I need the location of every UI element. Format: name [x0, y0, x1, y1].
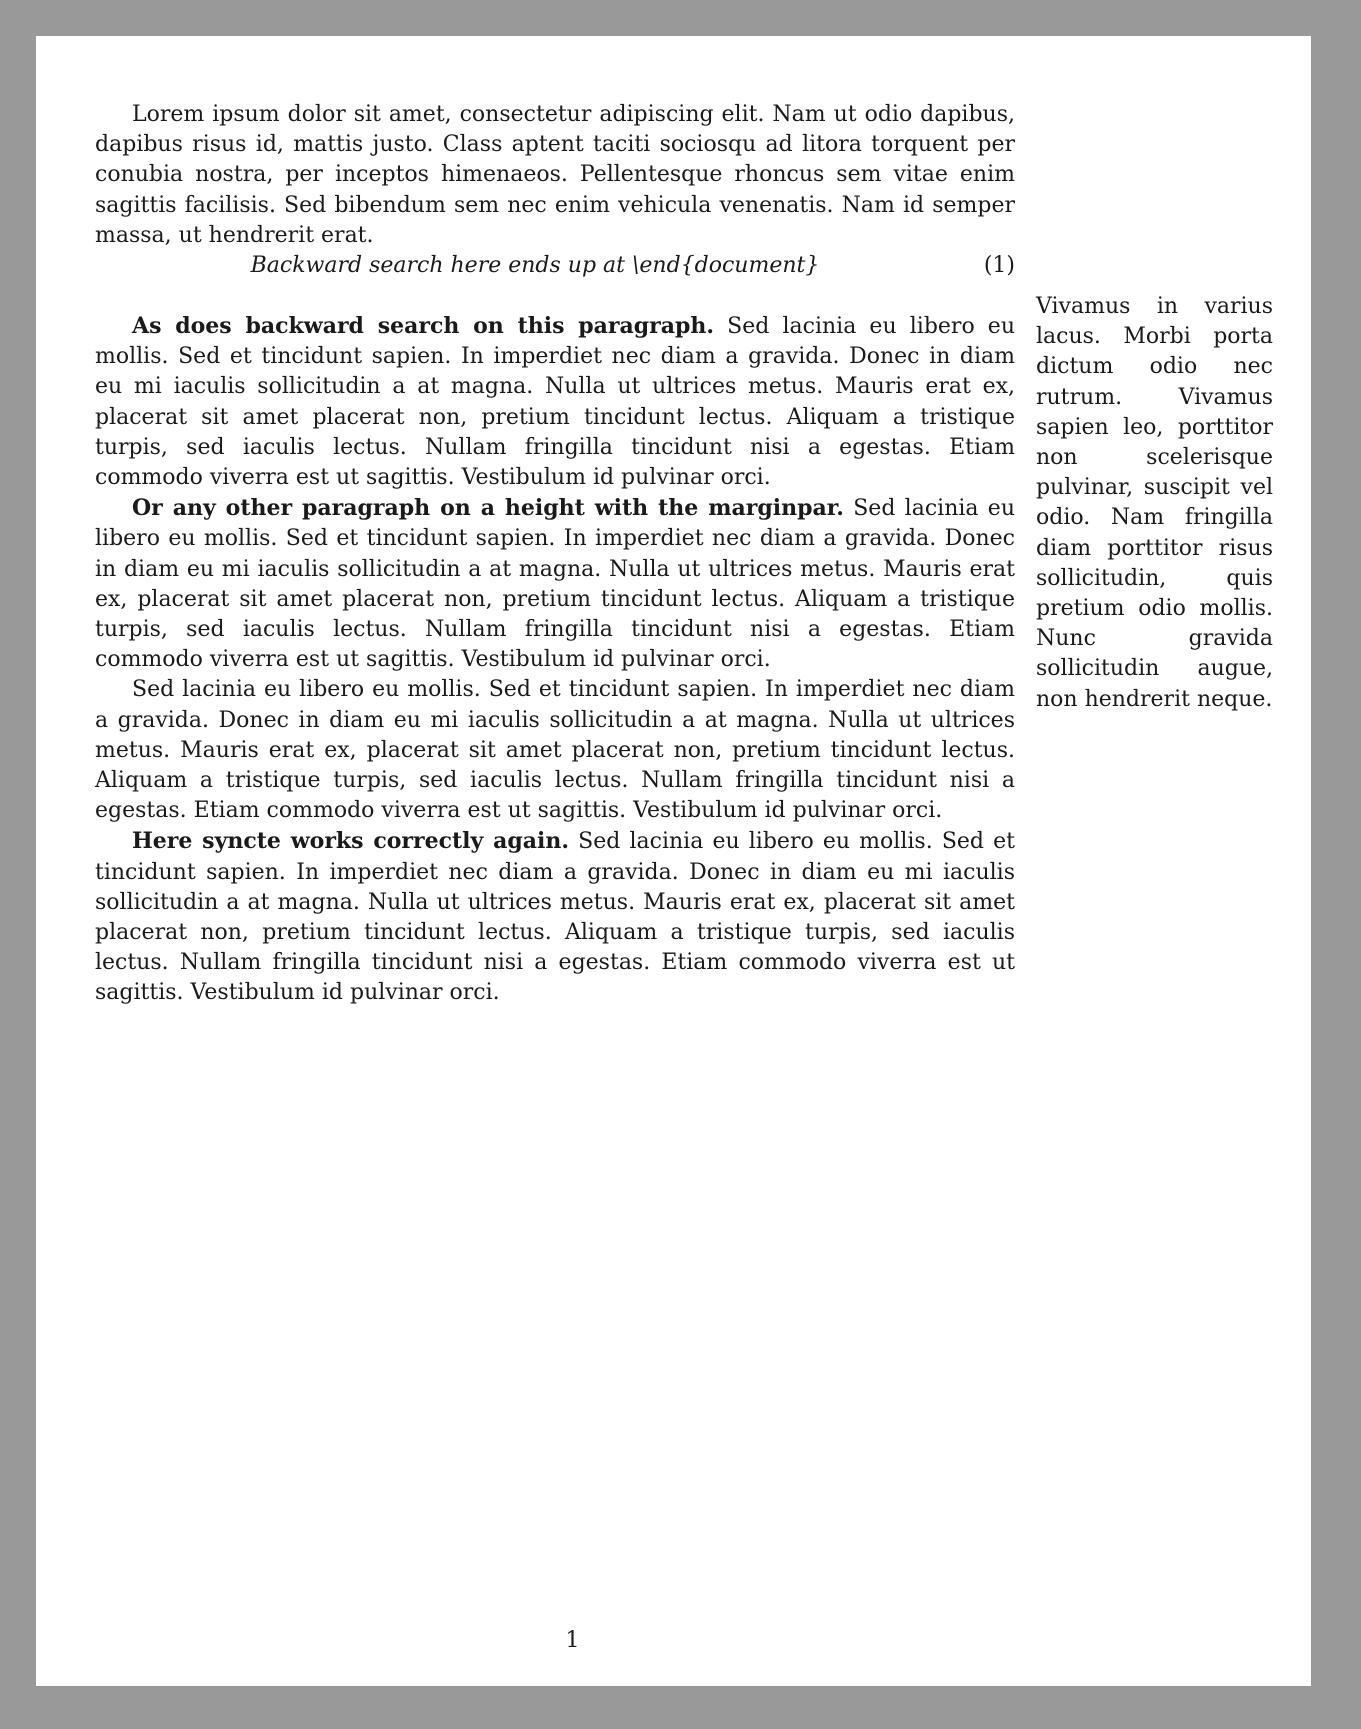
- paragraph-5: [95, 826, 1015, 1008]
- paragraph-2-lead: As does backward search on this paragraph.: [132, 313, 715, 340]
- paragraph-2: [95, 311, 1015, 493]
- paragraph-3-lead: Or any other paragraph on a height with the marginpar.: [132, 495, 844, 522]
- paragraph-5-text: Sed lacinia eu libero eu mollis. Sed et tincidunt sapien. In imperdiet nec diam a gravida. Donec in diam eu mi iaculis sollicitudin a at magna. Nulla ut ultrices metus. Mauris erat ex, placerat sit amet placerat non, pretium tincidunt lectus. Aliquam a tristique turpis, sed iaculis lectus. Nullam fringilla tincidunt nisi a egestas. Etiam commodo viverra est ut sagittis. Vestibulum id pulvinar orci.: [95, 829, 1015, 1006]
- page-number: 1: [565, 1628, 580, 1653]
- document-page: [36, 36, 1311, 1686]
- paragraph-4: [95, 675, 1015, 826]
- paragraph-2-text: Sed lacinia eu libero eu mollis. Sed et tincidunt sapien. In imperdiet nec diam a gravida. Donec in diam eu mi iaculis sollicitudin a at magna. Nulla ut ultrices metus. Mauris erat ex, placerat sit amet placerat non, pretium tincidunt lectus. Aliquam a tristique turpis, sed iaculis lectus. Nullam fringilla tincidunt nisi a egestas. Etiam commodo viverra est ut sagittis. Vestibulum id pulvinar orci.: [95, 314, 1015, 491]
- margin-note: Vivamus in varius lacus. Morbi porta dictum odio nec rutrum. Vivamus sapien leo, porttitor non scelerisque pulvinar, suscipit vel odio. Nam fringilla diam porttitor risus sollicitudin, quis pretium odio mollis. Nunc gravida sollicitudin augue, non hendrerit neque.: [1036, 294, 1273, 712]
- paragraph-4-text: Sed lacinia eu libero eu mollis. Sed et tincidunt sapien. In imperdiet nec diam a gravida. Donec in diam eu mi iaculis sollicitudin a at magna. Nulla ut ultrices metus. Mauris erat ex, placerat sit amet placerat non, pretium tincidunt lectus. Aliquam a tristique turpis, sed iaculis lectus. Nullam fringilla tincidunt nisi a egestas. Etiam commodo viverra est ut sagittis. Vestibulum id pulvinar orci.: [95, 677, 1015, 824]
- paragraph-3: [95, 493, 1015, 675]
- equation-text: Backward search here ends up at \end{document}: [250, 253, 820, 279]
- display-equation: [95, 251, 1015, 281]
- paragraph-5-lead: Here syncte works correctly again.: [132, 828, 570, 855]
- main-text-column: [95, 100, 1015, 1009]
- paragraph-3-text: Sed lacinia eu libero eu mollis. Sed et tincidunt sapien. In imperdiet nec diam a gravida. Donec in diam eu mi iaculis sollicitudin a at magna. Nulla ut ultrices metus. Mauris erat ex, placerat sit amet placerat non, pretium tincidunt lectus. Aliquam a tristique turpis, sed iaculis lectus. Nullam fringilla tincidunt nisi a egestas. Etiam commodo viverra est ut sagittis. Vestibulum id pulvinar orci.: [95, 496, 1015, 673]
- equation-number: (1): [983, 253, 1015, 279]
- paragraph-1: [95, 100, 1015, 251]
- paragraph-1-text: Lorem ipsum dolor sit amet, consectetur adipiscing elit. Nam ut odio dapibus, dapibus risus id, mattis justo. Class aptent taciti sociosqu ad litora torquent per conubia nostra, per inceptos himenaeos. Pellentesque rhoncus sem vitae enim sagittis facilisis. Sed bibendum sem nec enim vehicula venenatis. Nam id semper massa, ut hendrerit erat.: [95, 102, 1015, 248]
